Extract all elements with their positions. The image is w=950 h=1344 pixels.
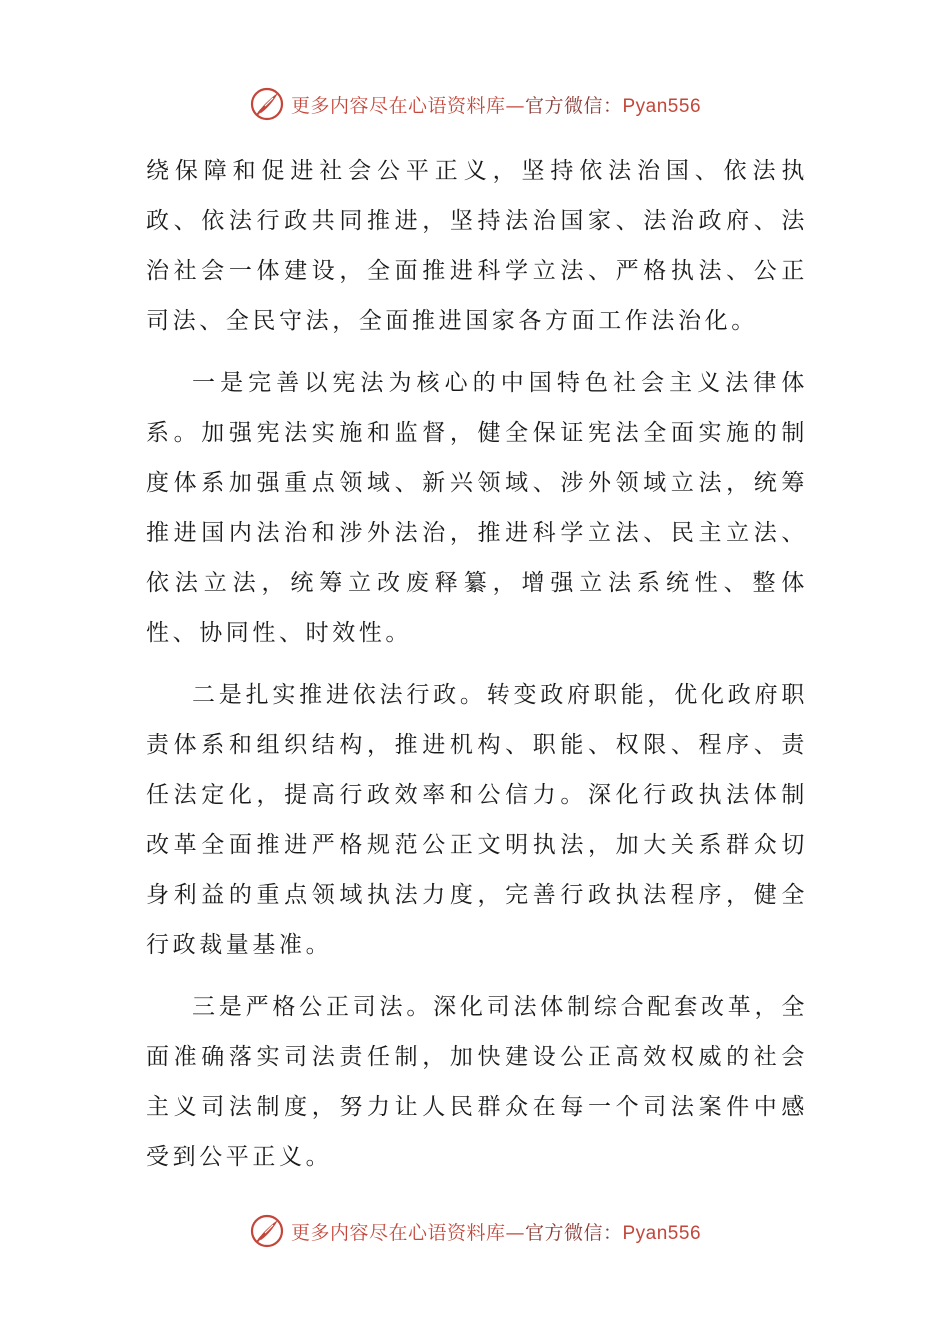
watermark-wechat-label: 官方微信： — [524, 1221, 623, 1244]
watermark-dash: — — [505, 94, 525, 117]
paragraph-legal-system: 一是完善以宪法为核心的中国特色社会主义法律体系。加强宪法实施和监督，健全保证宪法全面实施的制度体系加强重点领域、新兴领域、涉外领域立法，统筹推进国内法治和涉外法治，推进科学立法、民主立法、依法立法，统筹立改废释纂，增强立法系统性、整体性、协同性、时效性。 — [146, 370, 808, 646]
quill-pen-icon — [249, 86, 285, 122]
paragraph-continuation: 绕保障和促进社会公平正义，坚持依法治国、依法执政、依法行政共同推进，坚持法治国家、法治政府、法治社会一体建设，全面推进科学立法、严格执法、公正司法、全民守法，全面推进国家各方面工作法治化。 — [146, 158, 808, 334]
paragraph-administration: 二是扎实推进依法行政。转变政府职能，优化政府职责体系和组织结构，推进机构、职能、权限、程序、责任法定化，提高行政效率和公信力。深化行政执法体制改革全面推进严格规范公正文明执法，加大关系群众切身利益的重点领域执法力度，完善行政执法程序，健全行政裁量基准。 — [146, 682, 808, 958]
paragraph-judiciary: 三是严格公正司法。深化司法体制综合配套改革，全面准确落实司法责任制，加快建设公正高效权威的社会主义司法制度，努力让人民群众在每一个司法案件中感受到公平正义。 — [146, 994, 808, 1170]
watermark-header — [0, 82, 950, 126]
watermark-text — [291, 1218, 701, 1245]
document-body — [146, 146, 808, 1182]
watermark-text — [291, 91, 701, 118]
watermark-site: 更多内容尽在心语资料库 — [290, 94, 506, 117]
watermark-wechat-label: 官方微信： — [524, 94, 623, 117]
quill-pen-icon — [249, 1213, 285, 1249]
watermark-dash: — — [505, 1221, 525, 1244]
watermark-footer — [0, 1209, 950, 1253]
watermark-handle: Pyan556 — [622, 95, 702, 117]
watermark-handle: Pyan556 — [622, 1222, 702, 1244]
watermark-site: 更多内容尽在心语资料库 — [290, 1221, 506, 1244]
